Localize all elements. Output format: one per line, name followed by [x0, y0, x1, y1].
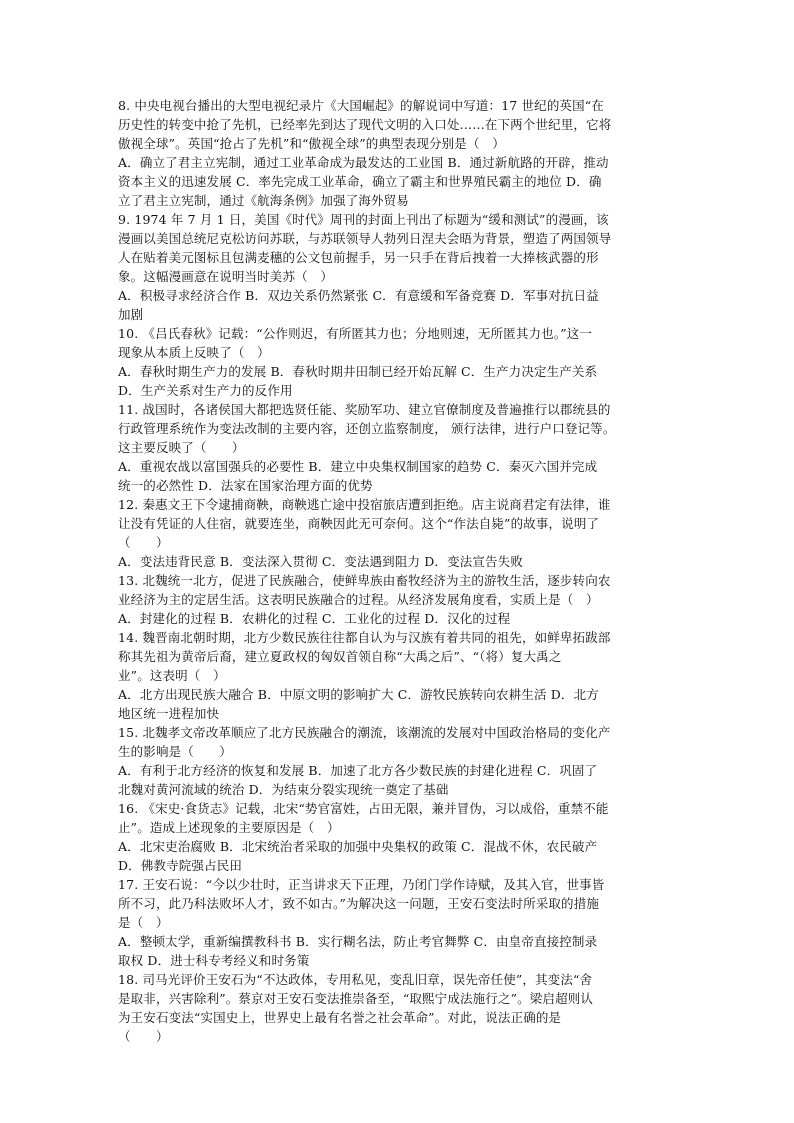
text-line: 人在贴着美元图标且包满麦穗的公文包前握手，另一只手在背后拽着一大捧核武器的形	[118, 250, 599, 265]
text-line: 加剧	[118, 307, 144, 322]
text-line: A．封建化的过程 B．农耕化的过程 C．工业化的过程 D．汉化的过程	[118, 611, 511, 626]
text-line: 17. 王安石说：“今以少壮时，正当讲求天下正理，乃闭门学作诗赋，及其入官，世事皆	[118, 877, 605, 892]
text-line: 生的影响是（ ）	[118, 744, 232, 759]
text-line: 10. 《吕氏春秋》记载：“公作则迟，有所匿其力也；分地则速，无所匿其力也。”这一	[118, 326, 593, 341]
text-line: （ ）	[118, 1029, 169, 1044]
text-line: 行政管理系统作为变法改制的主要内容，还创立监察制度， 颁行法律，进行户口登记等。	[118, 421, 616, 436]
text-line: A．重视农战以富国强兵的必要性 B．建立中央集权制国家的趋势 C．秦灭六国并完成	[118, 459, 598, 474]
text-line: 取权 D．进士科专考经义和时务策	[118, 953, 310, 968]
text-line: 是（ ）	[118, 915, 169, 930]
text-line: 14. 魏晋南北朝时期，北方少数民族往往都自认为与汉族有着共同的祖先，如鲜卑拓跋部	[118, 630, 611, 645]
text-line: A．确立了君主立宪制，通过工业革命成为最发达的工业国 B．通过新航路的开辟，推动	[118, 155, 609, 170]
text-line: A．整顿太学，重新编撰教科书 B．实行糊名法，防止考官舞弊 C．由皇帝直接控制录	[118, 934, 598, 949]
text-line: 9. 1974 年 7 月 1 日，美国《时代》周刊的封面上刊出了标题为“缓和测试”的漫画，该	[118, 212, 609, 227]
text-line: 漫画以美国总统尼克松访问苏联，与苏联领导人勃列日涅夫会晤为背景，塑造了两国领导	[118, 231, 612, 246]
text-line: 立了君主立宪制，通过《航海条例》加强了海外贸易	[118, 193, 409, 208]
text-line: 18. 司马光评价王安石为“不达政体，专用私见，变乱旧章，误先帝任使”，其变法“舍	[118, 972, 593, 987]
document-body	[118, 96, 678, 1046]
text-line: 止”。造成上述现象的主要原因是（ ）	[118, 820, 340, 835]
text-line: 这主要反映了（ ）	[118, 440, 245, 455]
text-line: D．佛教寺院强占民田	[118, 858, 243, 873]
text-line: 15. 北魏孝文帝改革顺应了北方民族融合的潮流，该潮流的发展对中国政治格局的变化产	[118, 725, 611, 740]
text-line: 为王安石变法“实国史上，世界史上最有名誉之社会革命”。对此，说法正确的是	[118, 1010, 562, 1025]
text-line: 统一的必然性 D．法家在国家治理方面的优势	[118, 478, 373, 493]
text-line: 历史性的转变中抢了先机，已经率先到达了现代文明的入口处……在下两个世纪里，它将	[118, 117, 612, 132]
text-line: 业经济为主的定居生活。这表明民族融合的过程。从经济发展角度看，实质上是（ ）	[118, 592, 599, 607]
text-line: 所不习，此乃科法败坏人才，致不如古。”为解决这一问题，王安石变法时所采取的措施	[118, 896, 599, 911]
text-line: A．变法违背民意 B．变法深入贯彻 C．变法遇到阻力 D．变法宣告失败	[118, 554, 523, 569]
text-line: 资本主义的迅速发展 C．率先完成工业革命，确立了霸主和世界殖民霸主的地位 D．确	[118, 174, 602, 189]
text-line: 北魏对黄河流域的统治 D．为结束分裂实现统一奠定了基础	[118, 782, 449, 797]
text-line: A．春秋时期生产力的发展 B．春秋时期井田制已经开始瓦解 C．生产力决定生产关系	[118, 364, 598, 379]
text-line: 11. 战国时，各诸侯国大都把选贤任能、奖励军功、建立官僚制度及普遍推行以郡统县的	[118, 402, 611, 417]
text-line: 13. 北魏统一北方，促进了民族融合，使鲜卑族由畜牧经济为主的游牧生活，逐步转向农	[118, 573, 611, 588]
text-line: 是取非，兴害除利”。蔡京对王安石变法推崇备至，“取熙宁成法施行之”。梁启超则认	[118, 991, 594, 1006]
text-line: 称其先祖为黄帝后裔，建立夏政权的匈奴首领自称“大禹之后”、“（将）复大禹之	[118, 649, 562, 664]
text-line: 12. 秦惠文王下令逮捕商鞅，商鞅逃亡途中投宿旅店遭到拒绝。店主说商君定有法律，谁	[118, 497, 611, 512]
text-line: 傲视全球”。英国“抢占了先机”和“傲视全球”的典型表现分别是（ ）	[118, 136, 505, 151]
text-line: 16. 《宋史·食货志》记载，北宋“势官富姓，占田无限，兼并冒伪，习以成俗，重禁不能	[118, 801, 609, 816]
text-line: A．北宋吏治腐败 B．北宋统治者采取的加强中央集权的政策 C．混战不休，农民破产	[118, 839, 598, 854]
text-line: D．生产关系对生产力的反作用	[118, 383, 293, 398]
text-line: 业”。这表明（ ）	[118, 668, 226, 683]
text-line: 地区统一进程加快	[118, 706, 220, 721]
text-line: A．北方出现民族大融合 B．中原文明的影响扩大 C．游牧民族转向农耕生活 D．北方	[118, 687, 599, 702]
text-line: A．有利于北方经济的恢复和发展 B．加速了北方各少数民族的封建化进程 C．巩固了	[118, 763, 598, 778]
text-line: 让没有凭证的人住宿，就要连坐，商鞅因此无可奈何。这个“作法自毙”的故事，说明了	[118, 516, 600, 531]
text-line: 现象从本质上反映了（ ）	[118, 345, 270, 360]
text-line: 象。这幅漫画意在说明当时美苏（ ）	[118, 269, 334, 284]
text-line: A．积极寻求经济合作 B．双边关系仍然紧张 C．有意缓和军备竞赛 D．军事对抗日益	[118, 288, 599, 303]
text-line: （ ）	[118, 535, 169, 550]
text-line: 8. 中央电视台播出的大型电视纪录片《大国崛起》的解说词中写道：17 世纪的英国“在	[118, 98, 604, 113]
